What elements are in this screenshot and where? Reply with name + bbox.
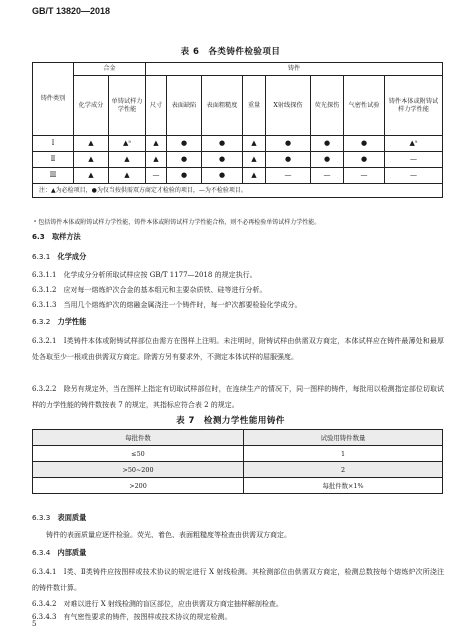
cell: ▲ xyxy=(109,168,146,184)
cell: 每批件数×1% xyxy=(244,478,443,494)
cell: ● xyxy=(167,168,202,184)
section-number: 6.3 xyxy=(32,232,45,241)
row-category: Ⅲ xyxy=(33,168,74,184)
para-number: 6.3.2.2 xyxy=(32,385,57,393)
col-fluor: 荧光探伤 xyxy=(311,76,344,136)
section-title: 表面质量 xyxy=(57,513,87,522)
cell: >50~200 xyxy=(33,462,244,478)
cell: 1 xyxy=(244,446,443,462)
para-text: 有气密性要求的铸件，按图样或技术协议的规定检测。 xyxy=(63,613,232,621)
section-title: 化学成分 xyxy=(57,252,87,261)
cell: — xyxy=(385,152,443,168)
cell: ≤50 xyxy=(33,446,244,462)
cell: >200 xyxy=(33,478,244,494)
cell: ● xyxy=(167,152,202,168)
page-header: GB/T 13820—2018 xyxy=(32,6,111,16)
cell: — xyxy=(344,168,385,184)
para-number: 6.3.2.1 xyxy=(32,337,57,345)
table-row xyxy=(33,168,443,184)
para-6-3-4-3 xyxy=(32,609,444,625)
table-row xyxy=(33,446,443,462)
cell: ● xyxy=(311,136,344,152)
para-6-3-1-2 xyxy=(32,282,444,298)
para-text: Ⅰ类铸件本体或附铸试样部位由需方在图样上注明。未注明时，附铸试样由供需双方商定，本体试样应在铸件最薄处和最厚处各取至少一根或由供需双方商定。除需方另有要求外，不测定本体试样的屈服强度。 xyxy=(32,337,445,361)
cell: 2 xyxy=(244,462,443,478)
section-title: 力学性能 xyxy=(57,317,87,326)
cell: ▲ xyxy=(146,136,167,152)
cell: — xyxy=(385,168,443,184)
section-number: 6.3.4 xyxy=(32,548,51,557)
page-number: 5 xyxy=(32,620,37,628)
para-number: 6.3.4.3 xyxy=(32,613,57,621)
col-mech: 单铸试样力学性能 xyxy=(109,76,146,136)
table-row xyxy=(33,478,443,494)
section-number: 6.3.3 xyxy=(32,513,51,522)
cell: ▲ᵃ xyxy=(385,136,443,152)
para-text: Ⅰ类、Ⅱ类铸件应按图样或技术协议的规定进行 X 射线检测。其检测部位由供需双方商定，检测总数按每个熔炼炉次所浇注的铸件数计算。 xyxy=(32,568,444,592)
cell: ▲ xyxy=(243,152,266,168)
cell: — xyxy=(266,168,311,184)
cell: ● xyxy=(266,152,311,168)
cell: ▲ xyxy=(146,152,167,168)
para-text: 铸件的表面质量应逐件检验。荧光、着色、表面粗糙度等检查由供需双方商定。 xyxy=(46,531,291,539)
row-category: Ⅰ xyxy=(33,136,74,152)
cell: ● xyxy=(202,168,243,184)
section-6-3-3 xyxy=(32,513,86,523)
table-row xyxy=(33,152,443,168)
para-text: 应对每一熔炼炉次合金的基本组元和主要杂质铁、硅等进行分析。 xyxy=(63,286,267,294)
col-xray: X射线探伤 xyxy=(266,76,311,136)
cell: ▲ xyxy=(74,152,109,168)
cell: ▲ᵃ xyxy=(109,136,146,152)
group-casting: 铸件 xyxy=(146,63,443,76)
col-surface-defect: 表面缺陷 xyxy=(167,76,202,136)
section-number: 6.3.1 xyxy=(32,252,51,261)
col-weight: 重量 xyxy=(243,76,266,136)
section-number: 6.3.2 xyxy=(32,317,51,326)
para-text: 当用几个熔炼炉次的熔融金属浇注一个铸件时，每一炉次都要检验化学成分。 xyxy=(63,301,302,309)
para-number: 6.3.4.2 xyxy=(32,600,57,608)
para-text: 除另有规定外，当在图样上指定有切取试样部位时，在连续生产的情况下，同一图样的铸件，每批用以检测指定部位切取试样的力学性能的铸件数按表 7 的规定，其指标应符合表 2 的规定。 xyxy=(32,385,445,409)
cell: ▲ xyxy=(109,152,146,168)
col-batch: 每批件数 xyxy=(33,430,244,446)
section-6-3-2 xyxy=(32,317,86,327)
para-6-3-1-1 xyxy=(32,267,444,283)
cell: ● xyxy=(202,136,243,152)
cell: ▲ xyxy=(74,168,109,184)
section-title: 取样方法 xyxy=(51,232,81,241)
cell: ● xyxy=(344,136,385,152)
para-6-3-3 xyxy=(32,527,444,543)
table7-caption: 表 7 检测力学性能用铸件 xyxy=(176,416,285,426)
cell: ● xyxy=(311,152,344,168)
cell: ● xyxy=(202,152,243,168)
cell: ● xyxy=(344,152,385,168)
col-roughness: 表面粗糙度 xyxy=(202,76,243,136)
para-number: 6.3.1.3 xyxy=(32,301,57,309)
table-row xyxy=(33,462,443,478)
cell: ▲ xyxy=(243,168,266,184)
section-6-3 xyxy=(32,232,81,242)
col-size: 尺寸 xyxy=(146,76,167,136)
cell: ▲ xyxy=(74,136,109,152)
section-6-3-1 xyxy=(32,252,86,262)
section-title: 内部质量 xyxy=(57,548,87,557)
row-category: Ⅱ xyxy=(33,152,74,168)
para-6-3-2-2 xyxy=(32,381,444,413)
col-category: 铸件类别 xyxy=(33,63,74,136)
section-6-3-4 xyxy=(32,548,86,558)
table6-footnote: ᵃ 包括铸件本体或附铸试样力学性能，铸件本体或附铸试样力学性能合格，则不必再检验单铸试样力学性能。 xyxy=(34,219,321,226)
table-row xyxy=(33,136,443,152)
table6-note: 注：▲为必检项目，●为仅当按供需双方商定才检验的项目，—为不检验项目。 xyxy=(33,184,443,198)
para-text: 化学成分分析所取试样应按 GB/T 1177—2018 的规定执行。 xyxy=(63,271,257,279)
para-6-3-4-1 xyxy=(32,564,444,596)
col-body-mech: 铸件本体或附铸试样力学性能 xyxy=(385,76,443,136)
col-airtight: 气密性试验 xyxy=(344,76,385,136)
cell: — xyxy=(146,168,167,184)
table7 xyxy=(32,429,443,494)
table6-caption: 表 6 各类铸件检验项目 xyxy=(180,47,281,57)
table6 xyxy=(32,62,443,198)
col-chem: 化学成分 xyxy=(74,76,109,136)
cell: ● xyxy=(167,136,202,152)
group-alloy: 合金 xyxy=(74,63,146,76)
para-number: 6.3.1.1 xyxy=(32,271,57,279)
para-text: 对难以进行 X 射线检测的盲区部位，应由供需双方商定抽样解剖检查。 xyxy=(63,600,283,608)
para-6-3-2-1 xyxy=(32,333,444,365)
para-number: 6.3.4.1 xyxy=(32,568,57,576)
para-number: 6.3.1.2 xyxy=(32,286,57,294)
col-count: 试验用铸件数量 xyxy=(244,430,443,446)
cell: — xyxy=(311,168,344,184)
para-6-3-1-3 xyxy=(32,297,444,313)
cell: ● xyxy=(266,136,311,152)
cell: ▲ xyxy=(243,136,266,152)
